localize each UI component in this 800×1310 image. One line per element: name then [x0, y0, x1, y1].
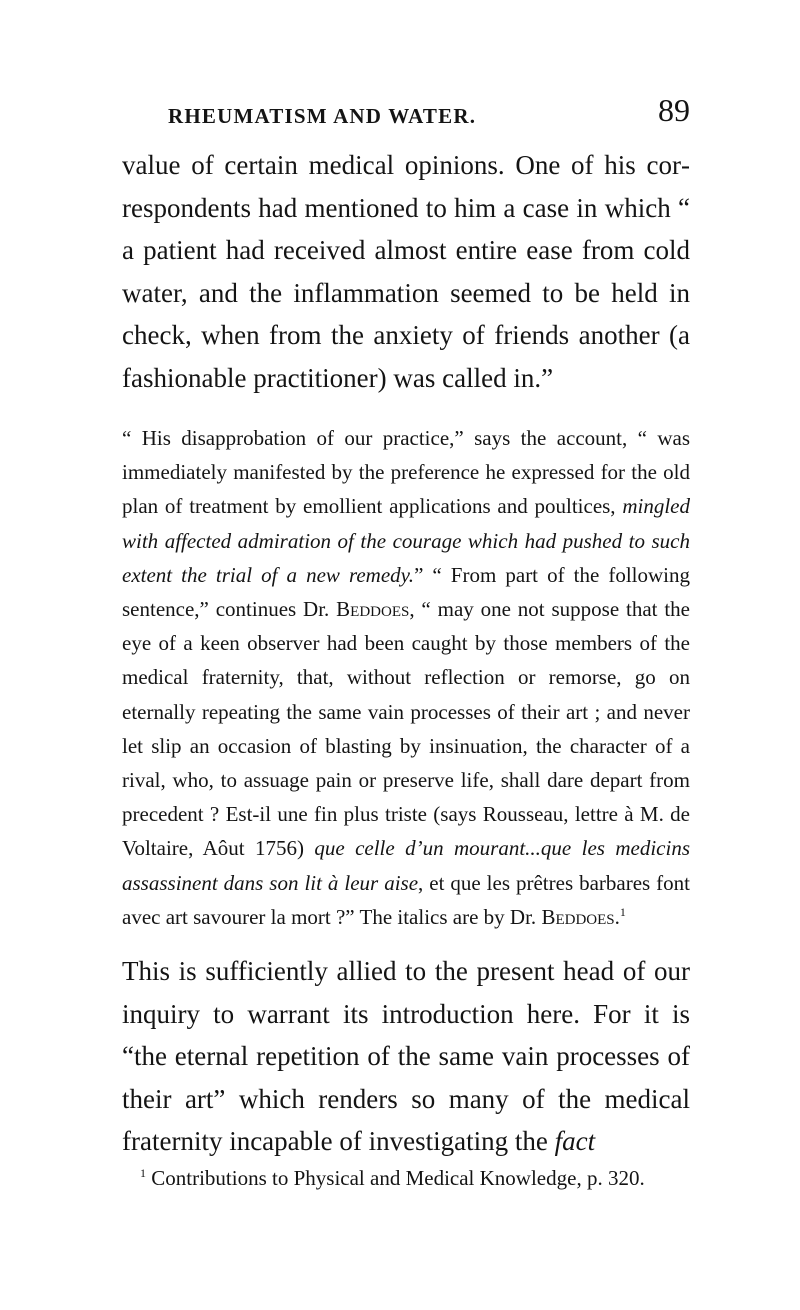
- author-name-2: Beddoes: [541, 904, 615, 929]
- running-head: [122, 82, 690, 130]
- book-page: [122, 82, 690, 1193]
- quote-text-3: , “ may one not suppose that the eye of a keen observer had been caught by those members of the medical fraternity, that, without reflection or remorse, go on eternally repeating the same vain processes of their art ; and never let slip an occasion of blasting by insinuation, the character of a rival, who, to assuage pain or preserve life, shall dare depart from precedent ? Est-il une fin plus triste (says Rousseau, lettre à M. de Voltaire, Aôut 1756): [122, 597, 690, 861]
- quote-italic-1: mingled with affected admiration of the courage which had pushed to such extent the trial of a new remedy.: [122, 494, 690, 587]
- quoted-passage: [122, 421, 690, 934]
- footnote-marker: 1: [140, 1165, 146, 1180]
- running-title: RHEUMATISM AND WATER.: [168, 104, 477, 128]
- footnote-reference[interactable]: 1: [619, 904, 626, 919]
- quote-text-1: “ His disapprobation of our practice,” says the account, “ was immediately manifested by the preference he expressed for the old plan of treatment by emollient applications and poultices,: [122, 426, 690, 519]
- paragraph-3-italic: fact: [554, 1126, 596, 1157]
- page-number: 89: [658, 92, 690, 128]
- author-name: Beddoes: [336, 597, 410, 622]
- quote-text-4: , et que les prêtres barbares font avec art savourer la mort ?” The italics are by Dr.: [122, 870, 691, 929]
- paragraph-1: value of certain medical opinions. One of his correspondents had mentioned to him a case in which “ a patient had received almost entire ease from cold water, and the inflammation seemed to be held in check, when from the anxiety of friends another (a fashionable practitioner) was called in.”: [122, 150, 690, 393]
- paragraph-3-text: This is sufficiently allied to the present head of our inquiry to warrant its introduction here. For it is “the eternal repetition of the same vain processes of their art” which renders so many of the medical fraternity incapable of investigating the: [122, 956, 690, 1157]
- paragraph-3: [122, 950, 690, 1163]
- quote-italic-2: que celle d’un mourant...que les medicins assassinent dans son lit à leur aise: [122, 836, 690, 895]
- footnote-text: Contributions to Physical and Medical Knowledge, p. 320.: [146, 1165, 645, 1190]
- quote-text-2: ” “ From part of the following sentence,” continues Dr.: [122, 562, 690, 622]
- quote-text-5: .: [614, 904, 620, 929]
- footnote: [122, 1163, 690, 1193]
